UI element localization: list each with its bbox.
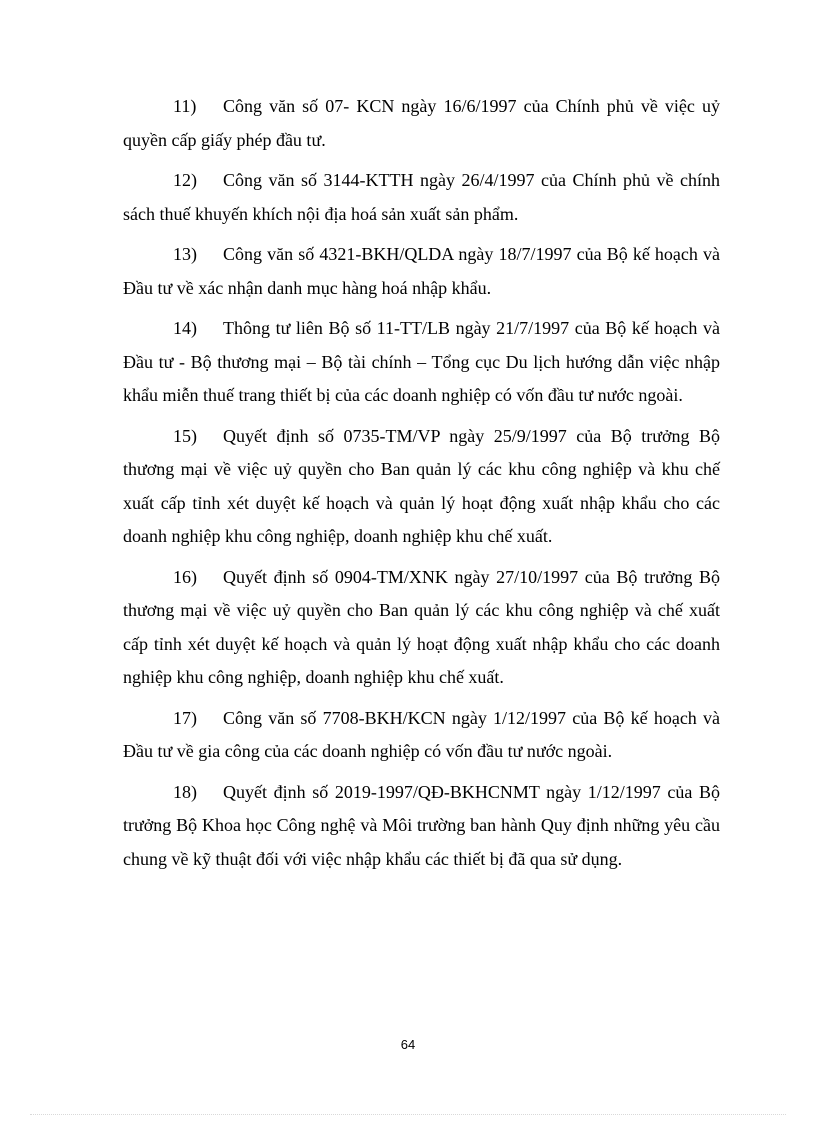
item-number: 15) — [173, 425, 197, 446]
list-item — [123, 164, 720, 231]
legal-reference-list — [123, 90, 720, 883]
item-number: 17) — [173, 707, 197, 728]
item-text: Công văn số 4321-BKH/QLDA ngày 18/7/1997 của Bộ kế hoạch và Đầu tư về xác nhận danh mục hàng hoá nhập khẩu. — [123, 244, 720, 298]
page-number: 64 — [400, 1037, 416, 1052]
item-number: 11) — [173, 96, 197, 116]
item-text: Quyết định số 2019-1997/QĐ-BKHCNMT ngày 1/12/1997 của Bộ trưởng Bộ Khoa học Công nghệ và Môi trường ban hành Quy định những yêu cầu chung về kỹ thuật đối với việc nhập khẩu các thiết bị đã qua sử dụng. — [123, 781, 720, 869]
list-item — [123, 238, 720, 305]
list-item — [123, 702, 720, 769]
page-bottom-divider — [30, 1114, 786, 1115]
item-text: Công văn số 3144-KTTH ngày 26/4/1997 của Chính phủ về chính sách thuế khuyến khích nội địa hoá sản xuất sản phẩm. — [123, 170, 720, 224]
list-item — [123, 561, 720, 695]
item-text: Thông tư liên Bộ số 11-TT/LB ngày 21/7/1997 của Bộ kế hoạch và Đầu tư - Bộ thương mại – Bộ tài chính – Tổng cục Du lịch hướng dẫn việc nhập khẩu miễn thuế trang thiết bị của các doanh nghiệp có vốn đầu tư nước ngoài. — [123, 318, 720, 405]
item-number: 14) — [173, 318, 197, 338]
list-item — [123, 420, 720, 554]
list-item — [123, 90, 720, 157]
list-item — [123, 776, 720, 877]
item-number: 13) — [173, 244, 197, 264]
item-number: 18) — [173, 781, 197, 802]
item-number: 12) — [173, 170, 197, 190]
item-text: Công văn số 7708-BKH/KCN ngày 1/12/1997 của Bộ kế hoạch và Đầu tư về gia công của các doanh nghiệp có vốn đầu tư nước ngoài. — [123, 707, 720, 761]
item-text: Quyết định số 0904-TM/XNK ngày 27/10/1997 của Bộ trưởng Bộ thương mại về việc uỷ quyền cho Ban quản lý các khu công nghiệp và chế xuất cấp tỉnh xét duyệt kế hoạch và quản lý hoạt động xuất nhập khẩu cho các doanh nghiệp khu công nghiệp, doanh nghiệp khu chế xuất. — [123, 566, 720, 687]
list-item — [123, 312, 720, 413]
item-number: 16) — [173, 566, 197, 587]
item-text: Quyết định số 0735-TM/VP ngày 25/9/1997 của Bộ trưởng Bộ thương mại về việc uỷ quyền cho Ban quản lý các khu công nghiệp và khu chế xuất cấp tỉnh xét duyệt kế hoạch và quản lý hoạt động xuất nhập khẩu cho các doanh nghiệp khu công nghiệp, doanh nghiệp khu chế xuất. — [123, 425, 720, 546]
item-text: Công văn số 07- KCN ngày 16/6/1997 của Chính phủ về việc uỷ quyền cấp giấy phép đầu tư. — [123, 96, 720, 150]
